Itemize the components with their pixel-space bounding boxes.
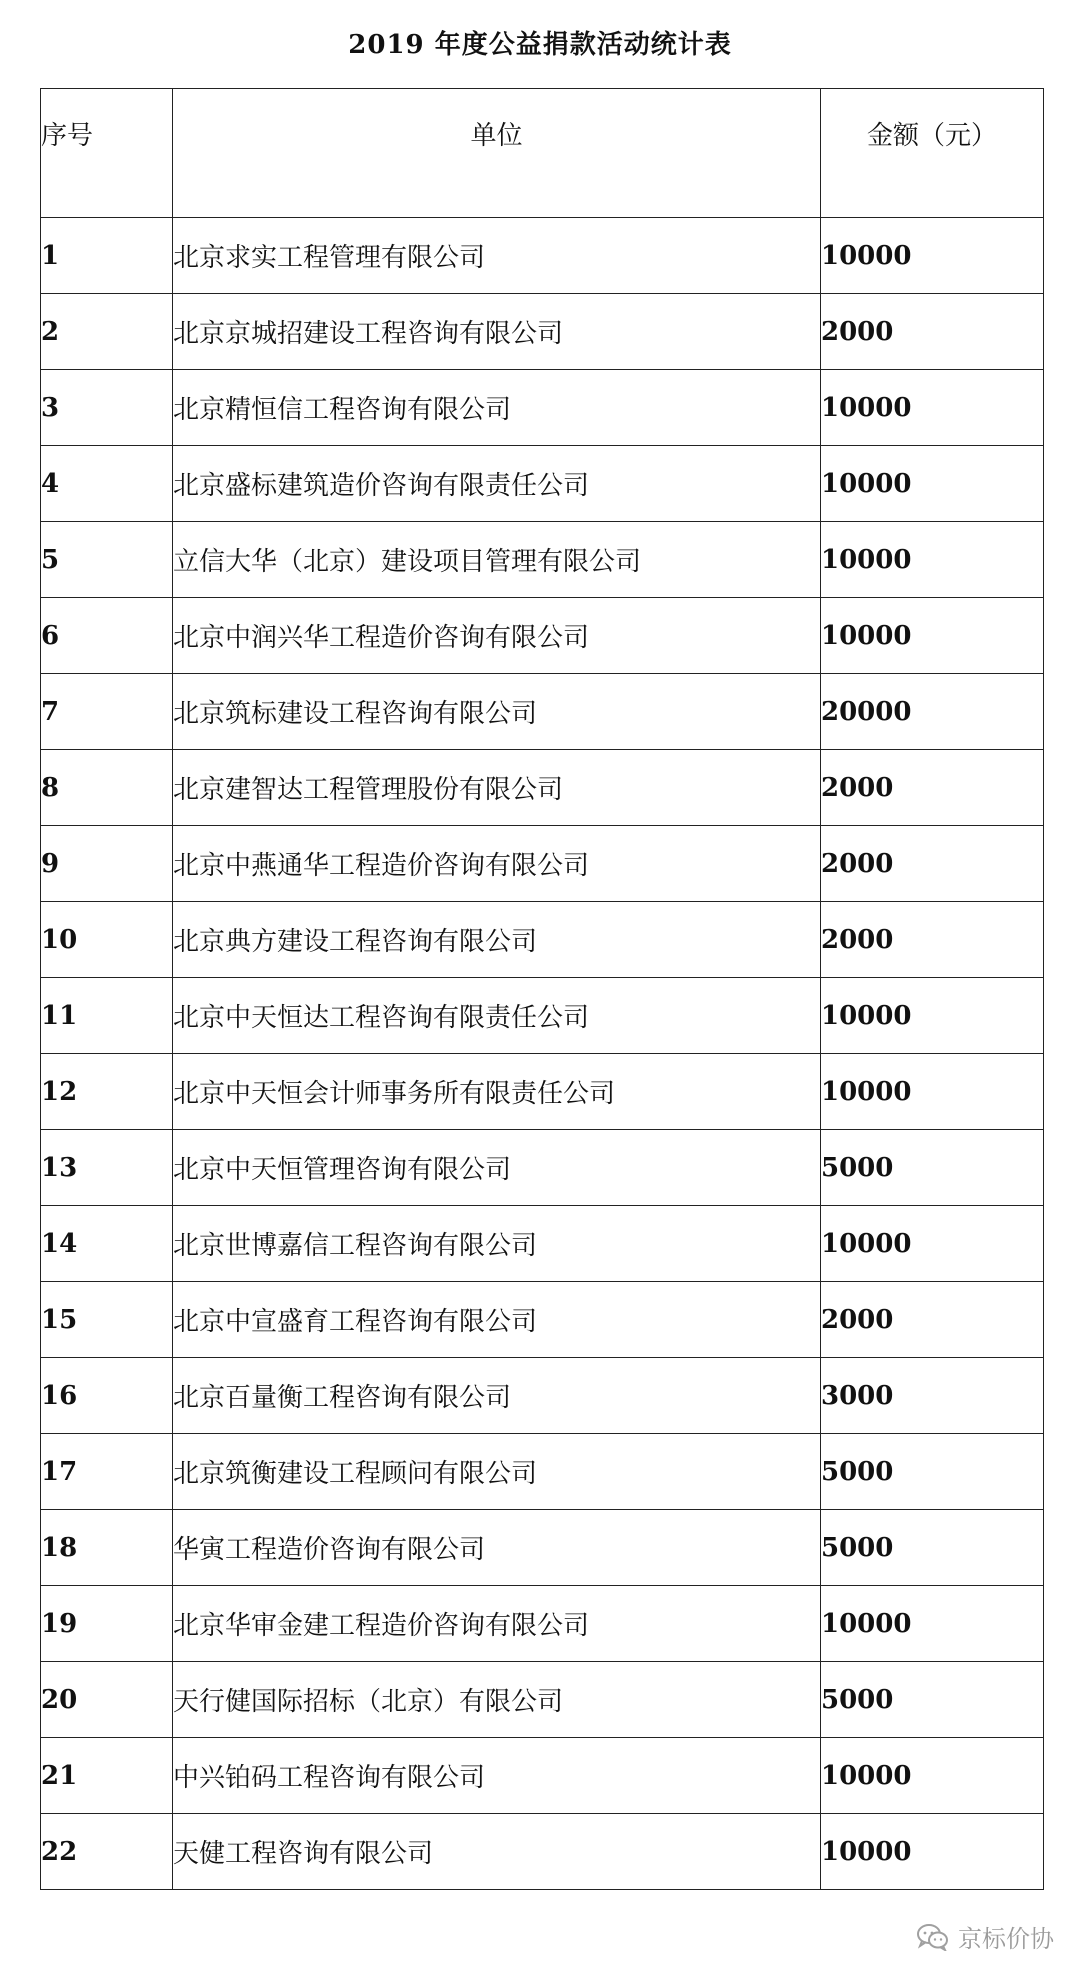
table-header-row	[41, 89, 1044, 218]
row-amount: 10000	[821, 1814, 1044, 1890]
page-title: 2019 年度公益捐款活动统计表	[348, 30, 732, 60]
row-amount: 10000	[821, 370, 1044, 446]
row-index: 21	[41, 1738, 173, 1814]
table-row	[41, 1054, 1044, 1130]
row-index: 10	[41, 902, 173, 978]
row-amount: 5000	[821, 1434, 1044, 1510]
row-amount: 10000	[821, 522, 1044, 598]
row-amount: 10000	[821, 1206, 1044, 1282]
table-row	[41, 598, 1044, 674]
row-index: 20	[41, 1662, 173, 1738]
row-unit-name: 北京中燕通华工程造价咨询有限公司	[173, 826, 821, 902]
table-row	[41, 294, 1044, 370]
row-amount: 10000	[821, 1586, 1044, 1662]
row-amount: 10000	[821, 598, 1044, 674]
table-row	[41, 1510, 1044, 1586]
row-unit-name: 中兴铂码工程咨询有限公司	[173, 1738, 821, 1814]
row-unit-name: 北京中天恒达工程咨询有限责任公司	[173, 978, 821, 1054]
row-amount: 10000	[821, 218, 1044, 294]
wechat-icon	[916, 1923, 950, 1951]
table-row	[41, 446, 1044, 522]
row-unit-name: 北京精恒信工程咨询有限公司	[173, 370, 821, 446]
row-amount: 5000	[821, 1510, 1044, 1586]
table-row	[41, 1586, 1044, 1662]
row-index: 5	[41, 522, 173, 598]
table-row	[41, 1282, 1044, 1358]
row-unit-name: 北京百量衡工程咨询有限公司	[173, 1358, 821, 1434]
row-unit-name: 北京中宣盛育工程咨询有限公司	[173, 1282, 821, 1358]
row-amount: 2000	[821, 902, 1044, 978]
table-row	[41, 370, 1044, 446]
row-unit-name: 立信大华（北京）建设项目管理有限公司	[173, 522, 821, 598]
row-amount: 10000	[821, 446, 1044, 522]
row-amount: 2000	[821, 826, 1044, 902]
row-amount: 2000	[821, 750, 1044, 826]
row-unit-name: 北京筑标建设工程咨询有限公司	[173, 674, 821, 750]
row-amount: 5000	[821, 1130, 1044, 1206]
table-row	[41, 978, 1044, 1054]
row-index: 3	[41, 370, 173, 446]
table-row	[41, 1814, 1044, 1890]
row-amount: 3000	[821, 1358, 1044, 1434]
table-row	[41, 902, 1044, 978]
row-index: 14	[41, 1206, 173, 1282]
table-row	[41, 1738, 1044, 1814]
table-row	[41, 674, 1044, 750]
donation-table	[40, 88, 1044, 1890]
table-row	[41, 218, 1044, 294]
row-index: 19	[41, 1586, 173, 1662]
row-index: 7	[41, 674, 173, 750]
row-unit-name: 北京筑衡建设工程顾问有限公司	[173, 1434, 821, 1510]
row-unit-name: 北京中润兴华工程造价咨询有限公司	[173, 598, 821, 674]
row-amount: 10000	[821, 1054, 1044, 1130]
row-index: 4	[41, 446, 173, 522]
row-index: 22	[41, 1814, 173, 1890]
row-unit-name: 天健工程咨询有限公司	[173, 1814, 821, 1890]
row-amount: 2000	[821, 294, 1044, 370]
header-amount: 金额（元）	[821, 89, 1044, 218]
row-unit-name: 北京建智达工程管理股份有限公司	[173, 750, 821, 826]
row-unit-name: 北京京城招建设工程咨询有限公司	[173, 294, 821, 370]
row-index: 16	[41, 1358, 173, 1434]
table-row	[41, 826, 1044, 902]
row-unit-name: 北京华审金建工程造价咨询有限公司	[173, 1586, 821, 1662]
watermark	[916, 1919, 1054, 1954]
table-row	[41, 1358, 1044, 1434]
row-index: 6	[41, 598, 173, 674]
row-index: 9	[41, 826, 173, 902]
row-index: 12	[41, 1054, 173, 1130]
header-unit: 单位	[173, 89, 821, 218]
table-row	[41, 1130, 1044, 1206]
row-unit-name: 天行健国际招标（北京）有限公司	[173, 1662, 821, 1738]
table-row	[41, 750, 1044, 826]
row-index: 13	[41, 1130, 173, 1206]
table-row	[41, 1434, 1044, 1510]
row-index: 17	[41, 1434, 173, 1510]
row-amount: 5000	[821, 1662, 1044, 1738]
table-body	[41, 218, 1044, 1890]
row-unit-name: 北京中天恒管理咨询有限公司	[173, 1130, 821, 1206]
row-index: 8	[41, 750, 173, 826]
row-amount: 2000	[821, 1282, 1044, 1358]
row-index: 2	[41, 294, 173, 370]
table-row	[41, 1206, 1044, 1282]
row-unit-name: 北京典方建设工程咨询有限公司	[173, 902, 821, 978]
row-unit-name: 华寅工程造价咨询有限公司	[173, 1510, 821, 1586]
row-unit-name: 北京求实工程管理有限公司	[173, 218, 821, 294]
row-index: 1	[41, 218, 173, 294]
row-unit-name: 北京盛标建筑造价咨询有限责任公司	[173, 446, 821, 522]
row-amount: 10000	[821, 978, 1044, 1054]
row-index: 18	[41, 1510, 173, 1586]
watermark-text: 京标价协	[958, 1925, 1054, 1953]
row-index: 15	[41, 1282, 173, 1358]
header-index: 序号	[41, 89, 173, 218]
table-row	[41, 1662, 1044, 1738]
row-unit-name: 北京中天恒会计师事务所有限责任公司	[173, 1054, 821, 1130]
row-amount: 10000	[821, 1738, 1044, 1814]
table-row	[41, 522, 1044, 598]
row-index: 11	[41, 978, 173, 1054]
row-unit-name: 北京世博嘉信工程咨询有限公司	[173, 1206, 821, 1282]
row-amount: 20000	[821, 674, 1044, 750]
